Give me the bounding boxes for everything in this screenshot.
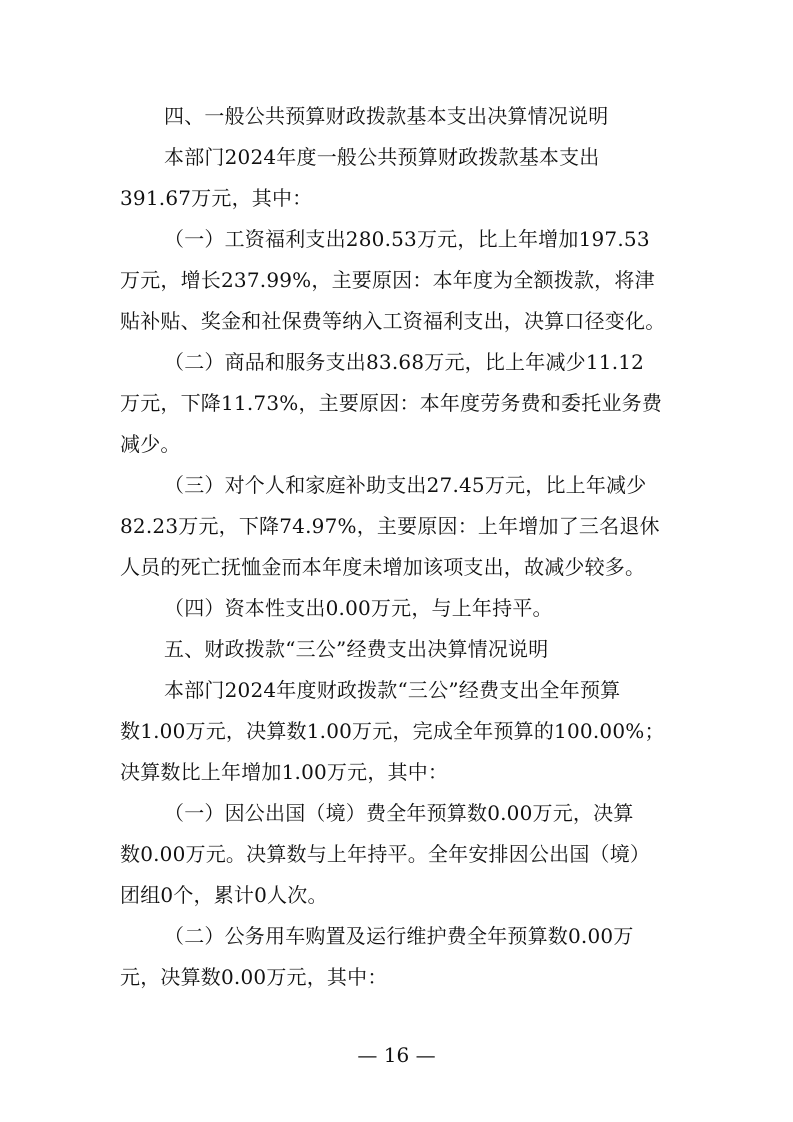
paragraph-line: 82.23万元，下降74.97%，主要原因：上年增加了三名退休	[120, 514, 660, 538]
paragraph-line: 元，决算数0.00万元，其中：	[120, 965, 388, 989]
section-heading-three-public-expenses: 五、财政拨款“三公”经费支出决算情况说明	[164, 637, 549, 661]
document-body	[120, 96, 680, 998]
paragraph-line: 人员的死亡抚恤金而本年度未增加该项支出，故减少较多。	[120, 555, 646, 579]
paragraph-line: 决算数比上年增加1.00万元，其中：	[120, 760, 449, 784]
paragraph-line: 391.67万元，其中：	[120, 186, 313, 210]
paragraph-line: （三）对个人和家庭补助支出27.45万元，比上年减少	[164, 473, 647, 497]
paragraph-line: （二）商品和服务支出83.68万元，比上年减少11.12	[164, 350, 645, 374]
paragraph-line: （四）资本性支出0.00万元，与上年持平。	[164, 596, 553, 620]
paragraph-line: 数0.00万元。决算数与上年持平。全年安排因公出国（境）	[120, 842, 651, 866]
paragraph-line: 数1.00万元，决算数1.00万元，完成全年预算的100.00%；	[120, 719, 665, 743]
paragraph-line: 万元，增长237.99%，主要原因：本年度为全额拨款，将津	[120, 268, 655, 292]
paragraph-line: 团组0个，累计0人次。	[120, 883, 328, 907]
paragraph-line: 本部门2024年度一般公共预算财政拨款基本支出	[164, 145, 600, 169]
section-heading-general-budget-basic-expenditure: 四、一般公共预算财政拨款基本支出决算情况说明	[164, 104, 609, 128]
paragraph-line: 本部门2024年度财政拨款“三公”经费支出全年预算	[164, 678, 621, 702]
paragraph-line: （一）因公出国（境）费全年预算数0.00万元，决算	[164, 801, 634, 825]
paragraph-line: （二）公务用车购置及运行维护费全年预算数0.00万	[164, 924, 634, 948]
paragraph-line: 贴补贴、奖金和社保费等纳入工资福利支出，决算口径变化。	[120, 309, 666, 333]
paragraph-line: （一）工资福利支出280.53万元，比上年增加197.53	[164, 227, 650, 251]
paragraph-line: 万元，下降11.73%，主要原因：本年度劳务费和委托业务费	[120, 391, 663, 415]
paragraph-line: 减少。	[120, 432, 181, 456]
page-number: — 16 —	[357, 1043, 436, 1067]
